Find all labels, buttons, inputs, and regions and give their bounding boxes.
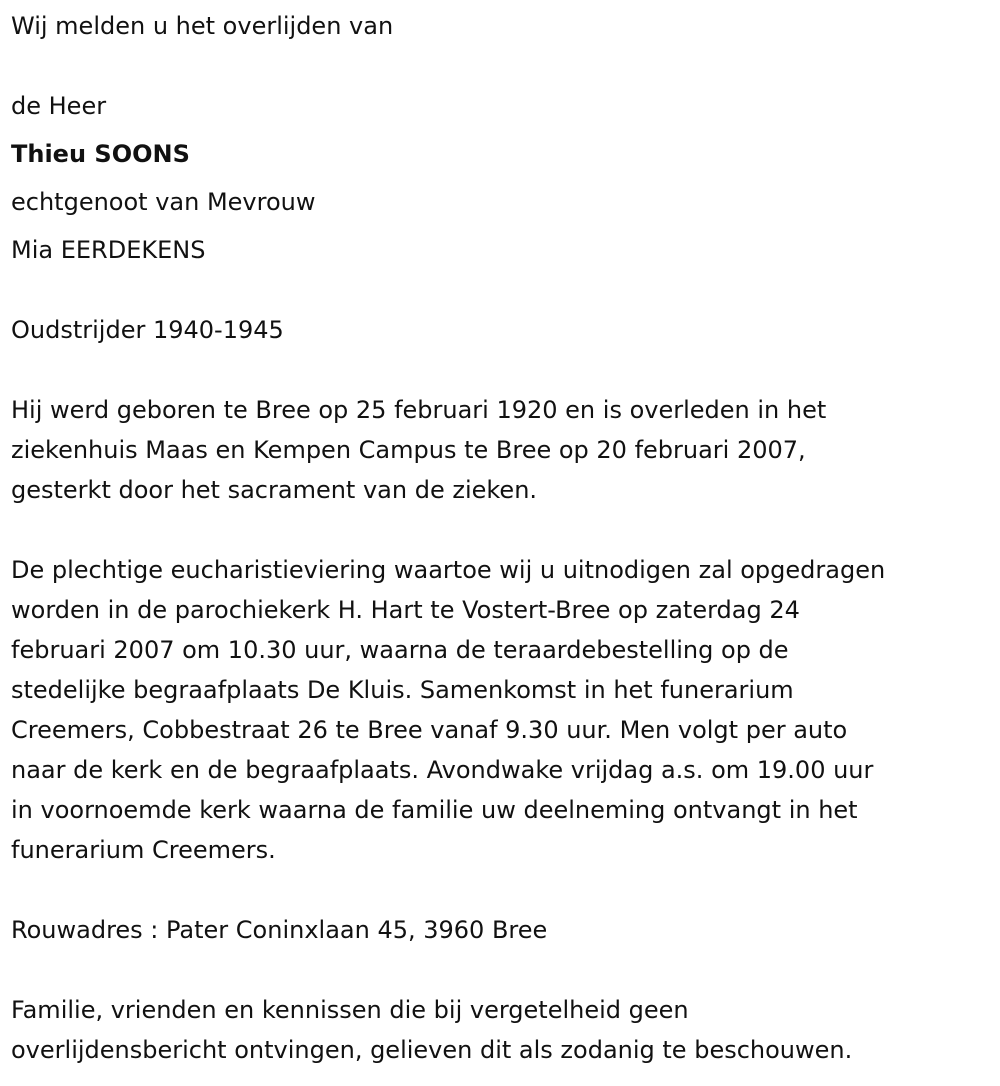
- paragraph-line: Hij werd geboren te Bree op 25 februari 1920 en is overleden in het: [11, 396, 827, 424]
- paragraph-line: overlijdensbericht ontvingen, gelieven dit als zodanig te beschouwen.: [11, 1036, 853, 1064]
- paragraph-line: februari 2007 om 10.30 uur, waarna de teraardebestelling op de: [11, 636, 789, 664]
- veteran-text: Oudstrijder 1940-1945: [11, 316, 284, 344]
- paragraph-line: ziekenhuis Maas en Kempen Campus te Bree op 20 februari 2007,: [11, 436, 806, 464]
- paragraph-line: stedelijke begraafplaats De Kluis. Samenkomst in het funerarium: [11, 676, 794, 704]
- mourning-address: Rouwadres : Pater Coninxlaan 45, 3960 Bree: [11, 916, 548, 944]
- paragraph-line: gesterkt door het sacrament van de zieken.: [11, 476, 538, 504]
- paragraph-line: Creemers, Cobbestraat 26 te Bree vanaf 9.30 uur. Men volgt per auto: [11, 716, 848, 744]
- paragraph-line: naar de kerk en de begraafplaats. Avondwake vrijdag a.s. om 19.00 uur: [11, 756, 874, 784]
- paragraph-line: in voornoemde kerk waarna de familie uw deelneming ontvangt in het: [11, 796, 858, 824]
- spouse-label: echtgenoot van Mevrouw: [11, 188, 316, 216]
- intro-text: Wij melden u het overlijden van: [11, 12, 394, 40]
- paragraph-line: De plechtige eucharistieviering waartoe wij u uitnodigen zal opgedragen: [11, 556, 886, 584]
- spouse-name: Mia EERDEKENS: [11, 236, 206, 264]
- paragraph-line: funerarium Creemers.: [11, 836, 276, 864]
- paragraph-line: worden in de parochiekerk H. Hart te Vostert-Bree op zaterdag 24: [11, 596, 800, 624]
- deceased-title: de Heer: [11, 92, 107, 120]
- deceased-name: Thieu SOONS: [11, 140, 190, 168]
- paragraph-line: Familie, vrienden en kennissen die bij vergetelheid geen: [11, 996, 689, 1024]
